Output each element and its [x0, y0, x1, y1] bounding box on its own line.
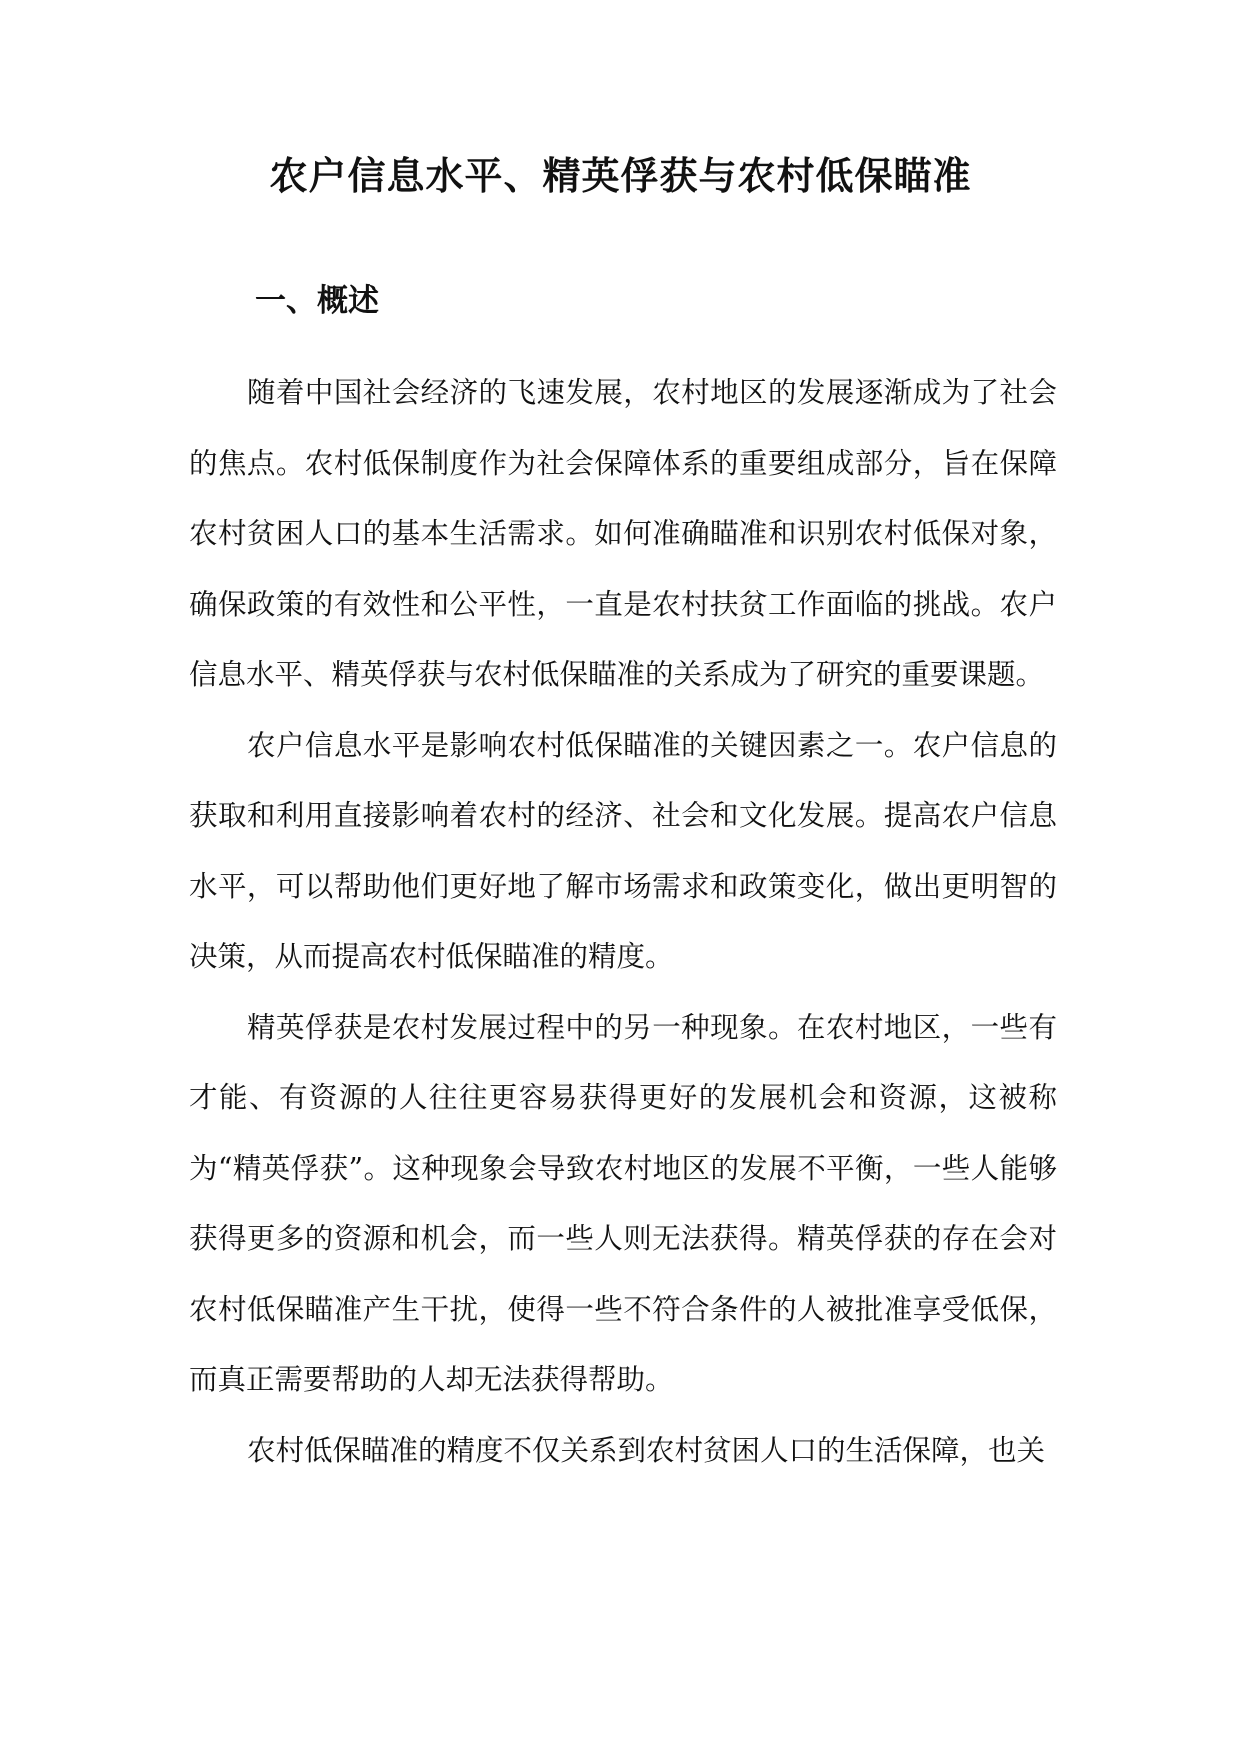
paragraph-3: 精英俘获是农村发展过程中的另一种现象。在农村地区，一些有才能、有资源的人往往更容易获得更好的发展机会和资源，这被称为“精英俘获”。这种现象会导致农村地区的发展不平衡，一些人能够获得更多的资源和机会，而一些人则无法获得。精英俘获的存在会对农村低保瞄准产生干扰，使得一些不符合条件的人被批准享受低保，而真正需要帮助的人却无法获得帮助。: [189, 1010, 1057, 1396]
section-heading: 一、概述: [255, 283, 379, 319]
document-title: 农户信息水平、精英俘获与农村低保瞄准: [269, 154, 972, 198]
paragraph-1: 随着中国社会经济的飞速发展，农村地区的发展逐渐成为了社会的焦点。农村低保制度作为社会保障体系的重要组成部分，旨在保障农村贫困人口的基本生活需求。如何准确瞄准和识别农村低保对象，确保政策的有效性和公平性，一直是农村扶贫工作面临的挑战。农户信息水平、精英俘获与农村低保瞄准的关系成为了研究的重要课题。: [189, 376, 1057, 691]
paragraph-2: 农户信息水平是影响农村低保瞄准的关键因素之一。农户信息的获取和利用直接影响着农村的经济、社会和文化发展。提高农户信息水平，可以帮助他们更好地了解市场需求和政策变化，做出更明智的决策，从而提高农村低保瞄准的精度。: [189, 728, 1057, 973]
document-body: [189, 358, 1057, 1486]
paragraph-4: 农村低保瞄准的精度不仅关系到农村贫困人口的生活保障，也关: [247, 1433, 1046, 1467]
